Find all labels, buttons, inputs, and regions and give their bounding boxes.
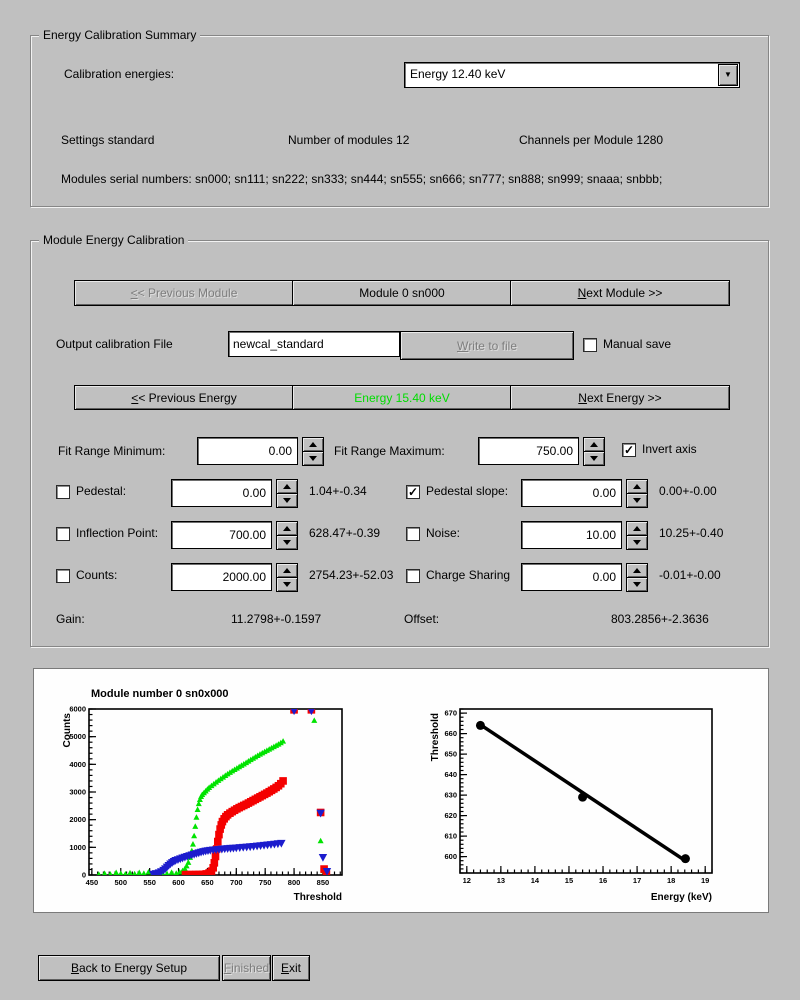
output-calibration-file-label: Output calibration File [56,337,173,351]
current-module-button[interactable]: Module 0 sn000 [292,280,512,306]
arrow-down-icon [283,582,291,587]
inflection-point-spinbox [171,521,297,549]
previous-energy-button[interactable]: < < Previous Energy [74,385,294,410]
modules-serial-numbers-label: Modules serial numbers: sn000; sn111; sn222; sn333; sn444; sn555; sn666; sn777; sn888; sn999; snaaa; snbbb; [61,172,663,186]
noise-label: Noise: [426,526,461,540]
param-row-inflection-point [56,519,406,551]
inflection-point-spinbox-down-button[interactable] [276,535,298,550]
pedestal-spinbox-up-button[interactable] [276,479,298,494]
pedestal-checkbox[interactable] [56,485,70,499]
arrow-up-icon [283,526,291,531]
output-file-input[interactable] [228,331,400,357]
svg-text:500: 500 [114,878,128,887]
pedestal-spinbox-value[interactable] [171,479,272,507]
noise-spinbox-down-button[interactable] [626,535,648,550]
y-axis-label: Counts [62,713,73,748]
energy-calibration-summary-group [30,28,769,207]
pedestal-spinbox [171,479,297,507]
pedestal-slope-spinbox-value[interactable] [521,479,622,507]
svg-text:650: 650 [201,878,214,887]
param-row-charge-sharing [406,561,756,593]
arrow-down-icon [633,582,641,587]
arrow-up-icon [283,484,291,489]
charge-sharing-checkbox[interactable] [406,569,420,583]
pedestal-slope-checkbox[interactable]: ✓ [407,485,419,499]
fit-range-minimum-label: Fit Range Minimum: [58,444,166,458]
charge-sharing-spinbox-down-button[interactable] [626,577,648,592]
gain-label: Gain: [56,612,85,626]
noise-spinbox [521,521,647,549]
fit-range-minimum-spinbox-down-button[interactable] [302,451,324,466]
counts-spinbox [171,563,297,591]
param-row-counts [56,561,406,593]
fit-range-minimum-spinbox-value[interactable] [197,437,298,465]
fit-range-maximum-spinbox-up-button[interactable] [583,437,605,452]
series-blue-triangle-down-scan [149,707,331,878]
settings-label: Settings standard [61,133,155,147]
svg-text:14: 14 [530,876,540,885]
charge-sharing-label: Charge Sharing [426,568,511,582]
noise-spinbox-value[interactable] [521,521,622,549]
tick-labels [444,709,709,885]
svg-text:18: 18 [666,876,676,885]
gain-value: 11.2798+-0.1597 [231,612,322,626]
counts-checkbox[interactable] [56,569,70,583]
right-chart [430,709,712,903]
pedestal-label: Pedestal: [76,484,127,498]
pedestal-slope-label: Pedestal slope: [426,484,509,498]
svg-text:19: 19 [701,876,710,885]
fit-range-maximum-spinbox-value[interactable] [478,437,579,465]
module-energy-calibration-group [30,233,769,647]
left-chart [62,688,342,903]
inflection-point-spinbox-value[interactable] [171,521,272,549]
inflection-point-spinbox-up-button[interactable] [276,521,298,536]
svg-text:0: 0 [81,870,86,880]
noise-spinbox-up-button[interactable] [626,521,648,536]
invert-axis-label: Invert axis [642,442,697,456]
exit-button[interactable]: E xit [272,955,310,981]
svg-text:16: 16 [598,876,608,885]
svg-text:620: 620 [444,811,457,821]
invert-axis-checkbox[interactable]: ✓ [623,443,635,457]
fit-range-minimum-spinbox [197,437,323,465]
fit-range-minimum-spinbox-arrows [302,437,322,465]
noise-spinbox-arrows [626,521,646,549]
series-calibration-fit-line [478,723,687,862]
arrow-down-icon [633,540,641,545]
chart-title: Module number 0 sn0x000 [91,688,229,700]
svg-text:640: 640 [444,770,457,780]
svg-text:17: 17 [632,876,642,885]
arrow-up-icon [633,484,641,489]
counts-spinbox-down-button[interactable] [276,577,298,592]
svg-text:550: 550 [143,878,156,887]
back-to-energy-setup-button[interactable]: B ack to Energy Setup [38,955,220,981]
svg-text:600: 600 [444,852,457,862]
x-axis-label: Energy (keV) [650,892,712,903]
arrow-up-icon [633,526,641,531]
arrow-up-icon [590,442,598,447]
x-axis-label: Threshold [293,892,342,903]
pedestal-spinbox-arrows [276,479,296,507]
channels-per-module-label: Channels per Module 1280 [519,133,664,147]
counts-spinbox-value[interactable] [171,563,272,591]
arrow-down-icon [633,498,641,503]
fit-range-maximum-spinbox-down-button[interactable] [583,451,605,466]
counts-spinbox-arrows [276,563,296,591]
svg-text:700: 700 [230,878,243,887]
arrow-down-icon [283,540,291,545]
offset-value: 803.2856+-2.3636 [611,612,709,626]
svg-text:800: 800 [287,878,301,887]
fit-range-maximum-spinbox [478,437,604,465]
charge-sharing-spinbox-up-button[interactable] [626,563,648,578]
calibration-plots-canvas [34,669,768,912]
arrow-down-icon [283,498,291,503]
param-row-noise [406,519,756,551]
calibration-energies-label: Calibration energies: [64,67,175,81]
svg-text:750: 750 [258,878,272,887]
arrow-down-icon [309,456,317,461]
fit-range-minimum-spinbox-up-button[interactable] [302,437,324,452]
number-of-modules-label: Number of modules 12 [288,133,410,147]
pedestal-slope-spinbox-down-button[interactable] [626,493,648,508]
manual-save-checkbox[interactable] [583,338,597,352]
svg-text:850: 850 [316,878,330,887]
noise-fit-result: 10.25+-0.40 [659,526,724,540]
pedestal-slope-spinbox-up-button[interactable] [626,479,648,494]
pedestal-spinbox-down-button[interactable] [276,493,298,508]
finished-button[interactable]: F inished [222,955,271,981]
param-row-pedestal [56,477,406,509]
svg-text:12: 12 [462,876,471,885]
charge-sharing-fit-result: -0.01+-0.00 [659,568,721,582]
pedestal-slope-spinbox-arrows [626,479,646,507]
counts-fit-result: 2754.23+-52.03 [309,568,394,582]
arrow-up-icon [283,568,291,573]
group-title: Energy Calibration Summary [39,28,200,42]
previous-module-button[interactable]: < < Previous Module [74,280,294,306]
arrow-up-icon [633,568,641,573]
plots-panel [33,668,769,913]
pedestal-slope-spinbox [521,479,647,507]
noise-checkbox[interactable] [406,527,420,541]
counts-label: Counts: [76,568,118,582]
param-row-pedestal-slope [406,477,756,509]
svg-text:6000: 6000 [69,704,86,714]
write-to-file-button[interactable]: W rite to file [400,331,574,360]
chevron-down-icon: ▼ [724,70,732,79]
tick-labels [69,705,329,888]
svg-text:13: 13 [496,876,506,885]
offset-label: Offset: [404,612,440,626]
charge-sharing-spinbox-arrows [626,563,646,591]
calibration-energy-dropdown[interactable] [404,62,740,88]
group-title: Module Energy Calibration [39,233,188,247]
svg-text:650: 650 [444,749,457,759]
axis-ticks [460,709,712,873]
svg-text:630: 630 [444,790,457,800]
fit-range-maximum-spinbox-arrows [583,437,603,465]
svg-text:600: 600 [172,878,185,887]
svg-text:610: 610 [444,831,457,841]
pedestal-fit-result: 1.04+-0.34 [309,484,367,498]
arrow-down-icon [590,456,598,461]
charge-sharing-spinbox [521,563,647,591]
next-energy-button[interactable]: N ext Energy >> [510,385,730,410]
manual-save-label: Manual save [603,337,672,351]
charge-sharing-spinbox-value[interactable] [521,563,622,591]
fit-range-maximum-label: Fit Range Maximum: [334,444,445,458]
svg-text:450: 450 [85,878,99,887]
dropdown-arrow-button[interactable] [718,64,738,86]
inflection-point-checkbox[interactable] [56,527,70,541]
svg-text:2000: 2000 [69,815,86,825]
svg-text:1000: 1000 [69,842,86,852]
svg-text:670: 670 [444,708,457,718]
axis-frame [460,709,712,873]
inflection-point-spinbox-arrows [276,521,296,549]
inflection-point-label: Inflection Point: [76,526,159,540]
svg-text:5000: 5000 [69,732,86,742]
arrow-up-icon [309,442,317,447]
dropdown-selected-value: Energy 12.40 keV [410,67,506,81]
svg-text:660: 660 [444,729,457,739]
pedestal-slope-fit-result: 0.00+-0.00 [659,484,717,498]
next-module-button[interactable]: N ext Module >> [510,280,730,306]
inflection-point-fit-result: 628.47+-0.39 [309,526,381,540]
svg-text:3000: 3000 [69,787,86,797]
counts-spinbox-up-button[interactable] [276,563,298,578]
svg-text:15: 15 [564,876,574,885]
svg-text:4000: 4000 [69,759,86,769]
current-energy-button[interactable]: Energy 15.40 keV [292,385,512,410]
y-axis-label: Threshold [430,713,441,762]
